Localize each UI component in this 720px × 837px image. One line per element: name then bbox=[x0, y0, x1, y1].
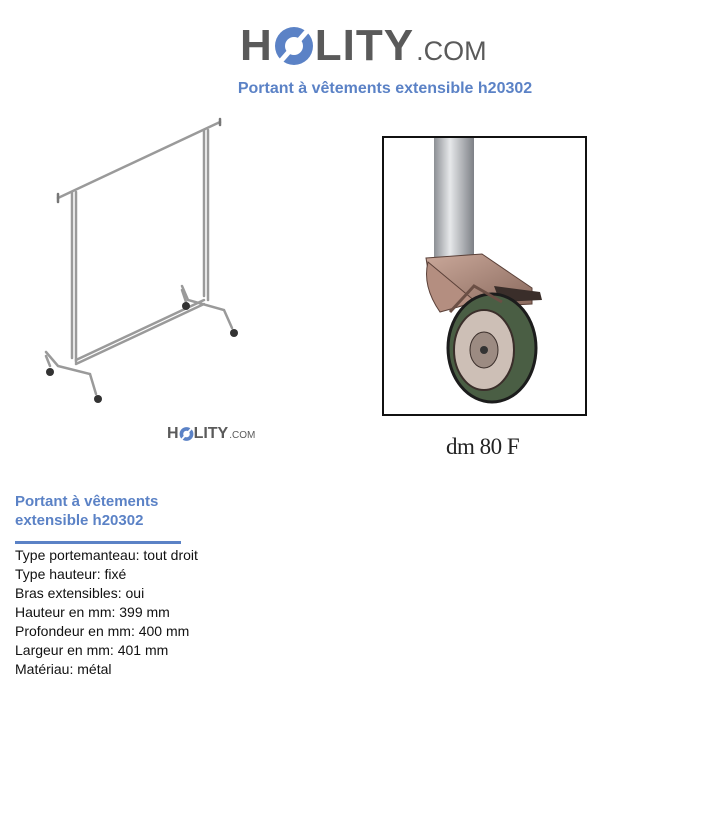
spec-item: Bras extensibles: oui bbox=[15, 585, 145, 601]
holity-logo[interactable] bbox=[240, 16, 487, 68]
spec-item: Profondeur en mm: 400 mm bbox=[15, 623, 190, 639]
spec-item: Matériau: métal bbox=[15, 661, 112, 677]
holity-logo-icon bbox=[274, 24, 314, 68]
spec-item: Type hauteur: fixé bbox=[15, 566, 127, 582]
watermark-letters: LITY bbox=[193, 425, 229, 442]
caster-caption: dm 80 F bbox=[446, 434, 520, 459]
spec-list bbox=[15, 546, 198, 679]
clothes-rack-image bbox=[30, 110, 260, 410]
logo-letters: LITY bbox=[314, 21, 415, 70]
logo-domain: .COM bbox=[416, 36, 487, 66]
holity-watermark-icon bbox=[179, 426, 194, 442]
holity-watermark bbox=[167, 426, 255, 442]
logo-letter-h: H bbox=[240, 21, 273, 70]
spec-item: Hauteur en mm: 399 mm bbox=[15, 604, 170, 620]
spec-item: Largeur en mm: 401 mm bbox=[15, 642, 169, 658]
caster-wheel-image bbox=[382, 136, 588, 418]
product-title: Portant à vêtements extensible h20302 bbox=[15, 493, 159, 529]
page-title: Portant à vêtements extensible h20302 bbox=[237, 80, 533, 97]
spec-item: Type portemanteau: tout droit bbox=[15, 547, 198, 563]
title-underline bbox=[15, 541, 181, 544]
watermark-letter-h: H bbox=[167, 425, 179, 442]
watermark-domain: .COM bbox=[229, 430, 256, 441]
